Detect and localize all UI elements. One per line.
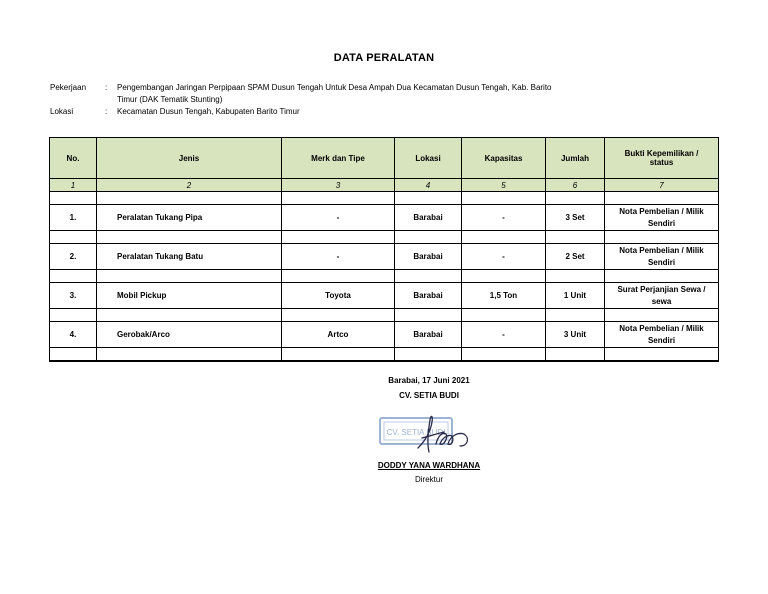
stamp-signature-graphic (378, 408, 482, 458)
cell-jumlah: 3 Unit (546, 322, 605, 348)
cell-kapasitas: - (462, 244, 546, 270)
cell-bukti-line1: Nota Pembelian / Milik (619, 323, 704, 333)
spacer-row (50, 309, 719, 322)
cell-no: 1. (50, 205, 97, 231)
cell-bukti (605, 244, 719, 270)
signatory-title: Direktur (414, 475, 443, 484)
header-jumlah: Jumlah (546, 138, 605, 179)
spacer-row (50, 231, 719, 244)
cell-kapasitas: - (462, 322, 546, 348)
header-lokasi: Lokasi (395, 138, 462, 179)
cell-lokasi: Barabai (395, 205, 462, 231)
lokasi-value: Kecamatan Dusun Tengah, Kabupaten Barito Timur (117, 107, 300, 116)
header-merk: Merk dan Tipe (282, 138, 395, 179)
column-number: 2 (97, 179, 282, 192)
cell-kapasitas: - (462, 205, 546, 231)
cell-bukti (605, 322, 719, 348)
pekerjaan-value-line1: Pengembangan Jaringan Perpipaan SPAM Dusun Tengah Untuk Desa Ampah Dua Kecamatan Dusun Tengah, Kab. Barito (117, 83, 552, 92)
spacer-row (50, 270, 719, 283)
pekerjaan-label: Pekerjaan (50, 83, 87, 92)
cell-bukti-line2: Sendiri (647, 257, 676, 267)
header-bukti (605, 138, 719, 179)
cell-no: 3. (50, 283, 97, 309)
table-row (50, 244, 719, 270)
column-number: 3 (282, 179, 395, 192)
header-bukti-line1: Bukti Kepemilikan / (624, 149, 699, 158)
cell-jenis: Gerobak/Arco (97, 322, 282, 348)
signature-place-date: Barabai, 17 Juni 2021 (388, 376, 470, 385)
cell-merk: Artco (282, 322, 395, 348)
colon: : (105, 107, 108, 116)
project-meta (50, 82, 617, 118)
cell-jenis: Peralatan Tukang Batu (97, 244, 282, 270)
cell-no: 2. (50, 244, 97, 270)
column-number-row (50, 179, 719, 192)
table-row (50, 283, 719, 309)
equipment-table (49, 137, 719, 362)
cell-lokasi: Barabai (395, 322, 462, 348)
cell-jenis: Peralatan Tukang Pipa (97, 205, 282, 231)
company-stamp (378, 408, 482, 458)
lokasi-label: Lokasi (50, 107, 74, 116)
signatory-name: DODDY YANA WARDHANA (377, 461, 481, 470)
cell-lokasi: Barabai (395, 283, 462, 309)
cell-jumlah: 3 Set (546, 205, 605, 231)
table-row (50, 205, 719, 231)
table-header-row (50, 138, 719, 179)
column-number: 5 (462, 179, 546, 192)
cell-lokasi: Barabai (395, 244, 462, 270)
cell-merk: - (282, 244, 395, 270)
header-kapasitas: Kapasitas (462, 138, 546, 179)
cell-jumlah: 1 Unit (546, 283, 605, 309)
header-jenis: Jenis (97, 138, 282, 179)
cell-bukti (605, 283, 719, 309)
cell-bukti-line2: Sendiri (647, 335, 676, 345)
cell-bukti-line1: Nota Pembelian / Milik (619, 245, 704, 255)
lokasi-row (50, 106, 617, 118)
header-no: No. (50, 138, 97, 179)
signature-company: CV. SETIA BUDI (399, 391, 459, 400)
cell-bukti-line1: Nota Pembelian / Milik (619, 206, 704, 216)
cell-merk: - (282, 205, 395, 231)
column-number: 6 (546, 179, 605, 192)
stamp-text: CV. SETIA BUDI (386, 428, 446, 437)
document-title: DATA PERALATAN (333, 52, 435, 64)
colon: : (105, 83, 108, 92)
pekerjaan-row (50, 82, 617, 106)
cell-bukti-line1: Surat Perjanjian Sewa / (617, 284, 706, 294)
cell-jenis: Mobil Pickup (97, 283, 282, 309)
cell-bukti (605, 205, 719, 231)
cell-bukti-line2: sewa (651, 296, 672, 306)
cell-jumlah: 2 Set (546, 244, 605, 270)
cell-kapasitas: 1,5 Ton (462, 283, 546, 309)
cell-bukti-line2: Sendiri (647, 218, 676, 228)
spacer-row (50, 192, 719, 205)
column-number: 7 (605, 179, 719, 192)
cell-merk: Toyota (282, 283, 395, 309)
table-row (50, 322, 719, 348)
pekerjaan-value-line2: Timur (DAK Tematik Stunting) (117, 95, 223, 104)
header-bukti-line2: status (649, 158, 674, 167)
pekerjaan-value (117, 82, 617, 106)
spacer-row (50, 348, 719, 362)
column-number: 4 (395, 179, 462, 192)
column-number: 1 (50, 179, 97, 192)
cell-no: 4. (50, 322, 97, 348)
